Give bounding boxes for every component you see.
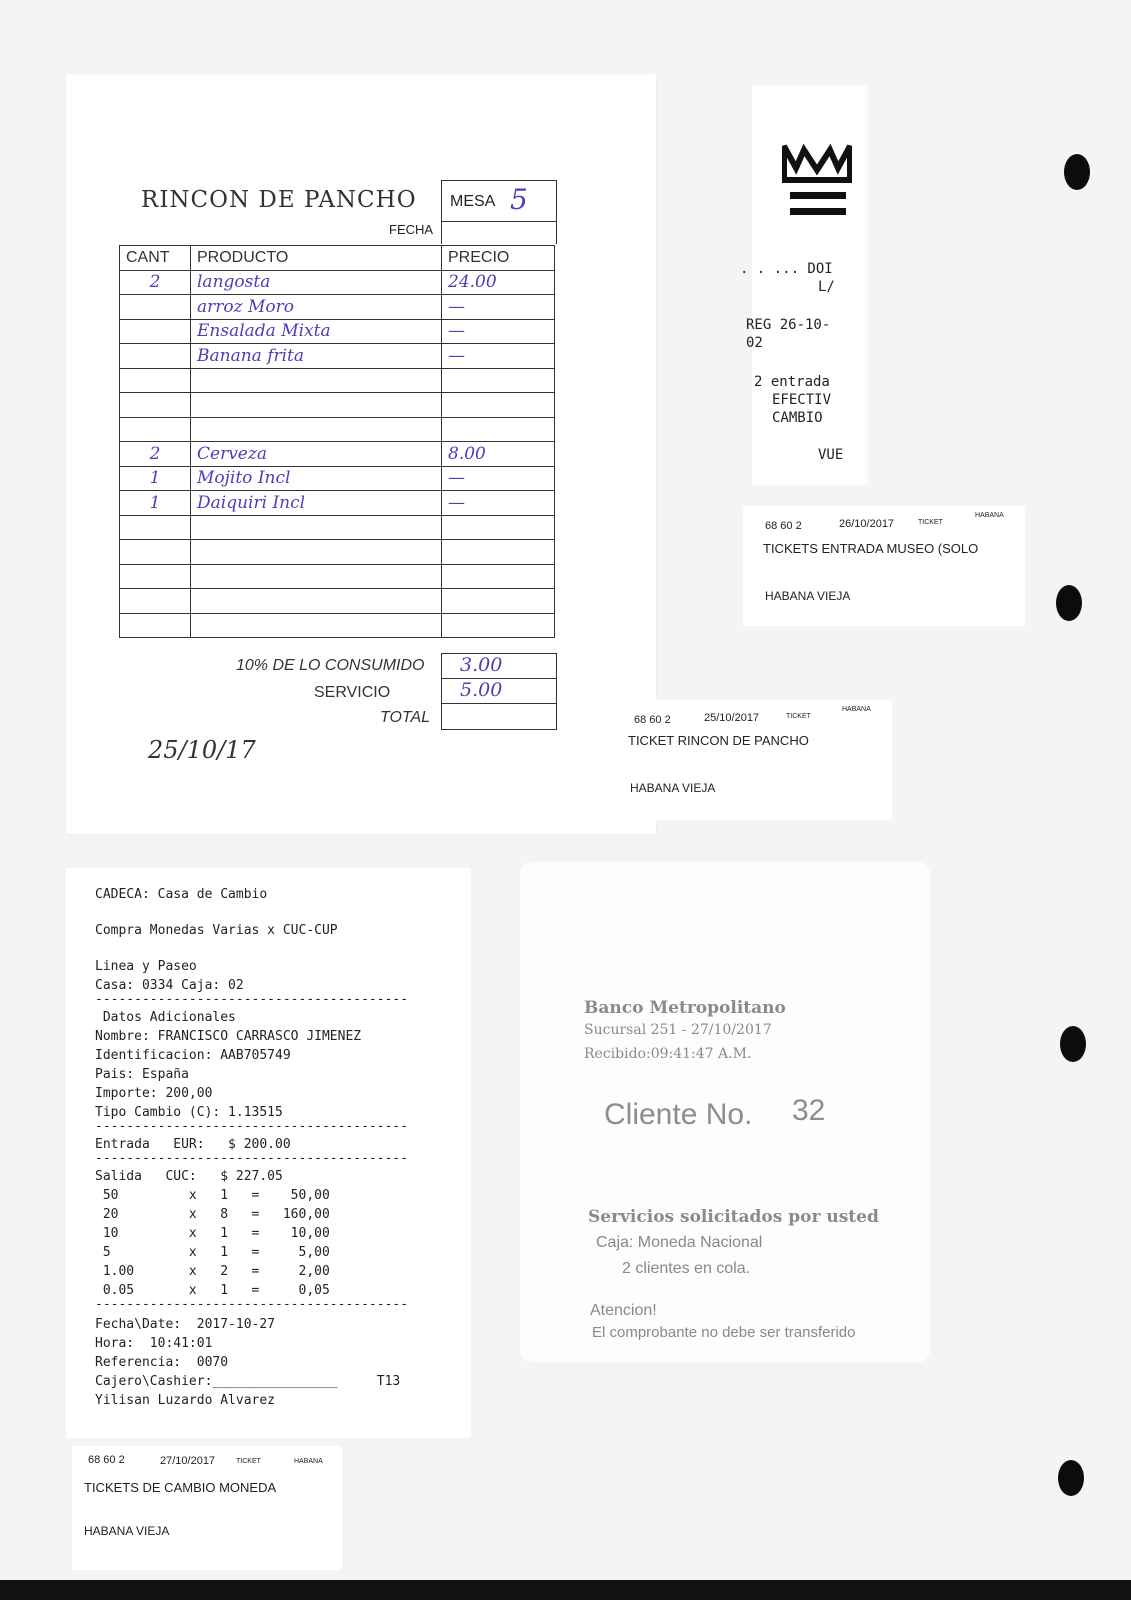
museum-cambio: CAMBIO bbox=[772, 410, 823, 426]
bill-cell-cant bbox=[120, 368, 191, 393]
sticker-habana: HABANA bbox=[975, 512, 1004, 519]
bill-cell-precio bbox=[442, 589, 555, 614]
mesa-value: 5 bbox=[510, 183, 528, 216]
bill-row bbox=[120, 319, 555, 344]
bill-row bbox=[120, 564, 555, 589]
cadeca-line: 5 x 1 = 5,00 bbox=[95, 1245, 330, 1260]
bill-cell-producto bbox=[191, 393, 442, 418]
cadeca-line: Datos Adicionales bbox=[95, 1010, 236, 1025]
cadeca-line: Salida CUC: $ 227.05 bbox=[95, 1169, 283, 1184]
binder-hole bbox=[1056, 585, 1082, 621]
cadeca-line: Referencia: 0070 bbox=[95, 1355, 229, 1370]
bill-cell-cant bbox=[120, 295, 191, 320]
bill-cell-precio bbox=[442, 564, 555, 589]
bill-cell-producto: Banana frita bbox=[191, 344, 442, 369]
binder-hole bbox=[1064, 154, 1090, 190]
sticker-date: 26/10/2017 bbox=[839, 518, 895, 530]
cadeca-line: 0.05 x 1 = 0,05 bbox=[95, 1283, 330, 1298]
bill-cell-producto bbox=[191, 515, 442, 540]
sticker-cambio bbox=[72, 1446, 342, 1570]
sticker-ticket: TICKET bbox=[918, 519, 943, 526]
bill-row bbox=[120, 589, 555, 614]
cadeca-line: Entrada EUR: $ 200.00 bbox=[95, 1137, 291, 1152]
bill-cell-cant bbox=[120, 515, 191, 540]
bill-cell-precio bbox=[442, 393, 555, 418]
cadeca-line: Tipo Cambio (C): 1.13515 bbox=[95, 1105, 283, 1120]
consumido-label: 10% DE LO CONSUMIDO bbox=[236, 657, 425, 674]
mesa-label: MESA bbox=[450, 193, 496, 210]
bill-row bbox=[120, 295, 555, 320]
bill-cell-cant bbox=[120, 540, 191, 565]
cadeca-line: 20 x 8 = 160,00 bbox=[95, 1207, 330, 1222]
bill-cell-producto bbox=[191, 564, 442, 589]
restaurant-bill bbox=[66, 74, 656, 834]
sticker-habana: HABANA bbox=[842, 706, 871, 713]
bill-row bbox=[120, 344, 555, 369]
bill-cell-cant bbox=[120, 589, 191, 614]
museum-vuelto: VUE bbox=[818, 447, 844, 463]
cadeca-line: ---------------------------------------- bbox=[95, 1151, 409, 1166]
bill-cell-producto: Daiquiri Incl bbox=[191, 491, 442, 516]
bill-row bbox=[120, 515, 555, 540]
bill-title: RINCON DE PANCHO bbox=[141, 187, 417, 213]
cadeca-line: 1.00 x 2 = 2,00 bbox=[95, 1264, 330, 1279]
servicios-heading: Servicios solicitados por usted bbox=[588, 1207, 879, 1227]
bill-cell-cant: 2 bbox=[120, 442, 191, 467]
cliente-label: Cliente No. bbox=[604, 1098, 753, 1131]
cadeca-line: Cajero\Cashier:________________ T13 bbox=[95, 1374, 401, 1389]
bill-cell-cant bbox=[120, 417, 191, 442]
sticker-codes: 68 60 2 bbox=[88, 1454, 125, 1466]
cliente-number: 32 bbox=[792, 1094, 826, 1127]
bill-cell-precio: — bbox=[442, 344, 555, 369]
sticker-place: HABANA VIEJA bbox=[84, 1524, 170, 1538]
bill-row bbox=[120, 540, 555, 565]
sticker-place: HABANA VIEJA bbox=[765, 589, 851, 603]
mesa-box bbox=[441, 180, 557, 222]
bill-cell-cant bbox=[120, 564, 191, 589]
bank-cola: 2 clientes en cola. bbox=[622, 1260, 751, 1277]
bank-sucursal: Sucursal 251 - 27/10/2017 bbox=[584, 1022, 772, 1038]
bill-cell-cant bbox=[120, 393, 191, 418]
cadeca-line: Fecha\Date: 2017-10-27 bbox=[95, 1317, 276, 1332]
sticker-date: 27/10/2017 bbox=[160, 1455, 216, 1467]
bill-cell-producto bbox=[191, 368, 442, 393]
bill-cell-cant: 2 bbox=[120, 270, 191, 295]
cadeca-line: ---------------------------------------- bbox=[95, 992, 409, 1007]
servicio-value: 5.00 bbox=[460, 679, 503, 701]
sticker-title: TICKET RINCON DE PANCHO bbox=[628, 733, 809, 748]
crown-logo-icon bbox=[782, 140, 852, 230]
bill-cell-cant bbox=[120, 613, 191, 638]
bill-row bbox=[120, 393, 555, 418]
cadeca-line: Linea y Paseo bbox=[95, 959, 197, 974]
servicio-label: SERVICIO bbox=[314, 684, 391, 701]
bill-cell-cant: 1 bbox=[120, 491, 191, 516]
cadeca-line: 50 x 1 = 50,00 bbox=[95, 1188, 330, 1203]
sticker-codes: 68 60 2 bbox=[765, 520, 802, 532]
museum-line2: L/ bbox=[818, 279, 835, 295]
cadeca-receipt bbox=[66, 868, 471, 1438]
bill-cell-cant: 1 bbox=[120, 466, 191, 491]
bill-row bbox=[120, 368, 555, 393]
museum-efectivo: EFECTIV bbox=[772, 392, 832, 408]
bill-cell-producto: langosta bbox=[191, 270, 442, 295]
cadeca-line: CADECA: Casa de Cambio bbox=[95, 887, 268, 902]
binder-hole bbox=[1058, 1460, 1084, 1496]
cadeca-line: Compra Monedas Varias x CUC-CUP bbox=[95, 923, 338, 938]
bill-cell-producto bbox=[191, 417, 442, 442]
cadeca-line: ---------------------------------------- bbox=[95, 1297, 409, 1312]
fecha-box bbox=[441, 220, 557, 244]
cadeca-line: Pais: España bbox=[95, 1067, 189, 1082]
sticker-codes: 68 60 2 bbox=[634, 714, 671, 726]
bill-cell-producto: arroz Moro bbox=[191, 295, 442, 320]
bank-name: Banco Metropolitano bbox=[584, 998, 786, 1018]
sticker-habana: HABANA bbox=[294, 1458, 323, 1465]
sticker-place: HABANA VIEJA bbox=[630, 781, 716, 795]
header-producto: PRODUCTO bbox=[191, 246, 442, 271]
sticker-rincon bbox=[608, 700, 892, 820]
consumido-value: 3.00 bbox=[460, 654, 503, 676]
binder-hole bbox=[1060, 1026, 1086, 1062]
museum-line1: . . ... DOI bbox=[740, 261, 833, 277]
bill-cell-precio bbox=[442, 515, 555, 540]
bill-cell-cant bbox=[120, 319, 191, 344]
bill-cell-cant bbox=[120, 344, 191, 369]
header-cant: CANT bbox=[120, 246, 191, 271]
cadeca-line: 10 x 1 = 10,00 bbox=[95, 1226, 330, 1241]
museum-reg2: 02 bbox=[746, 335, 763, 351]
bill-cell-precio bbox=[442, 613, 555, 638]
bill-cell-precio: — bbox=[442, 319, 555, 344]
bill-row bbox=[120, 466, 555, 491]
total-box bbox=[441, 703, 557, 730]
bill-row bbox=[120, 491, 555, 516]
servicio-box bbox=[441, 678, 557, 704]
bank-aviso: El comprobante no debe ser transferido bbox=[592, 1324, 856, 1341]
bill-header-row bbox=[120, 246, 555, 271]
bank-receipt bbox=[520, 862, 930, 1362]
sticker-title: TICKETS ENTRADA MUSEO (SOLO bbox=[763, 541, 979, 556]
fecha-label: FECHA bbox=[389, 222, 434, 237]
cadeca-line: Importe: 200,00 bbox=[95, 1086, 213, 1101]
cadeca-line: Nombre: FRANCISCO CARRASCO JIMENEZ bbox=[95, 1029, 362, 1044]
sticker-ticket: TICKET bbox=[236, 1458, 261, 1465]
bank-recibido: Recibido:09:41:47 A.M. bbox=[584, 1046, 752, 1062]
bill-cell-precio bbox=[442, 540, 555, 565]
bill-cell-precio: 8.00 bbox=[442, 442, 555, 467]
cadeca-line: Identificacion: AAB705749 bbox=[95, 1048, 291, 1063]
bank-caja: Caja: Moneda Nacional bbox=[596, 1234, 763, 1251]
bill-cell-precio bbox=[442, 417, 555, 442]
bill-row bbox=[120, 417, 555, 442]
bill-cell-precio: — bbox=[442, 491, 555, 516]
total-label: TOTAL bbox=[380, 709, 431, 726]
sticker-museum bbox=[743, 506, 1025, 626]
header-precio: PRECIO bbox=[442, 246, 555, 271]
bill-cell-precio: — bbox=[442, 295, 555, 320]
consumido-box bbox=[441, 653, 557, 679]
bill-cell-precio: — bbox=[442, 466, 555, 491]
sticker-title: TICKETS DE CAMBIO MONEDA bbox=[84, 1480, 277, 1495]
sticker-date: 25/10/2017 bbox=[704, 712, 760, 724]
cadeca-line: ---------------------------------------- bbox=[95, 1119, 409, 1134]
bill-row bbox=[120, 270, 555, 295]
bill-cell-producto bbox=[191, 613, 442, 638]
museum-entrada: 2 entrada bbox=[754, 374, 830, 390]
bill-cell-precio bbox=[442, 368, 555, 393]
bill-cell-producto bbox=[191, 589, 442, 614]
museum-ticket bbox=[740, 85, 870, 485]
bill-cell-producto bbox=[191, 540, 442, 565]
bill-cell-producto: Cerveza bbox=[191, 442, 442, 467]
cadeca-line: Yilisan Luzardo Alvarez bbox=[95, 1393, 276, 1408]
bank-atencion: Atencion! bbox=[590, 1302, 657, 1319]
bill-cell-producto: Ensalada Mixta bbox=[191, 319, 442, 344]
sticker-ticket: TICKET bbox=[786, 713, 811, 720]
handwritten-date: 25/10/17 bbox=[148, 736, 256, 764]
scan-edge-bar bbox=[0, 1580, 1131, 1600]
bill-row bbox=[120, 613, 555, 638]
museum-reg: REG 26-10- bbox=[746, 317, 831, 333]
bill-row bbox=[120, 442, 555, 467]
bill-cell-precio: 24.00 bbox=[442, 270, 555, 295]
cadeca-line: Hora: 10:41:01 bbox=[95, 1336, 213, 1351]
bill-cell-producto: Mojito Incl bbox=[191, 466, 442, 491]
bill-table bbox=[119, 245, 555, 638]
cadeca-line: Casa: 0334 Caja: 02 bbox=[95, 978, 244, 993]
